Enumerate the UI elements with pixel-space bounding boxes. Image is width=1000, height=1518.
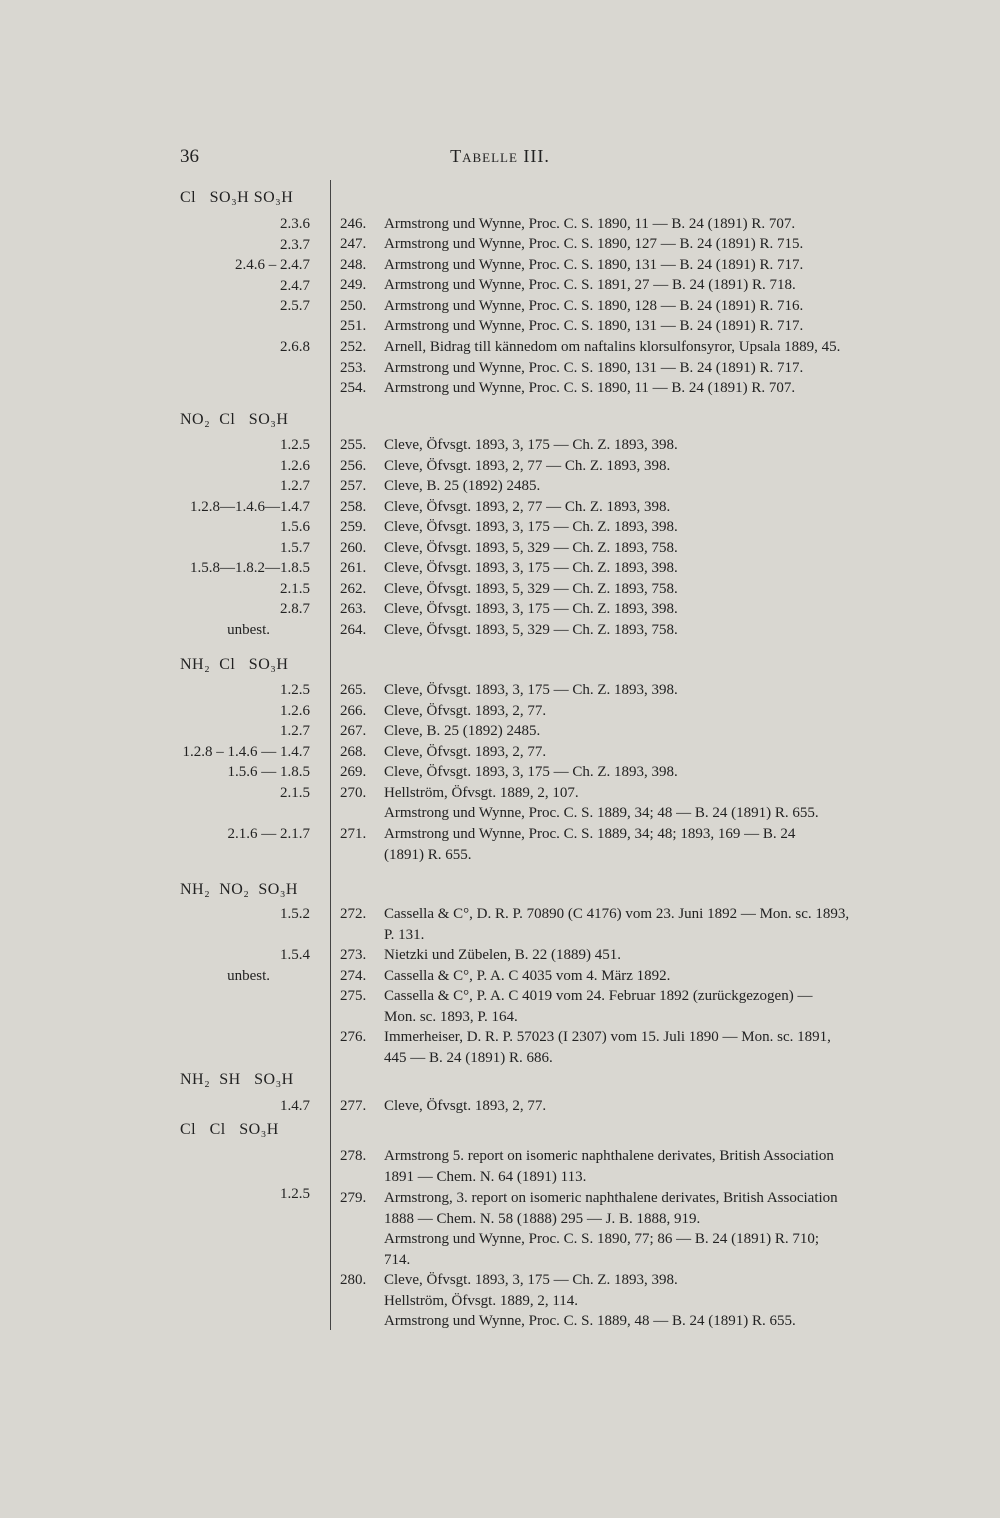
reference-entry bbox=[340, 579, 960, 600]
position-row: 1.2.8 – 1.4.6 — 1.4.7 bbox=[182, 743, 310, 760]
reference-entry bbox=[340, 904, 960, 925]
position-row: 2.4.6 – 2.4.7 bbox=[235, 257, 310, 273]
reference-entry bbox=[340, 1096, 960, 1117]
entry-text: Cleve, Öfvsgt. 1893, 2, 77. bbox=[384, 744, 547, 760]
position-row: 1.4.7 bbox=[280, 1098, 310, 1114]
reference-entry bbox=[340, 599, 960, 620]
position-row: 1.5.6 — 1.8.5 bbox=[227, 764, 310, 780]
reference-entry bbox=[340, 275, 960, 296]
entry-text: Cassella & C°, P. A. C 4019 vom 24. Februar 1892 (zurückgezogen) — bbox=[384, 988, 813, 1004]
entry-text: Cleve, Öfvsgt. 1893, 2, 77. bbox=[384, 1098, 547, 1114]
entry-number: 253. bbox=[340, 360, 367, 376]
entry-text: Armstrong und Wynne, Proc. C. S. 1889, 34; 48; 1893, 169 — B. 24 bbox=[384, 826, 796, 842]
reference-entry bbox=[340, 701, 960, 722]
reference-entry bbox=[340, 378, 960, 399]
entry-continuation: 714. bbox=[384, 1252, 411, 1268]
entry-number: 265. bbox=[340, 682, 367, 698]
entry-text: Cleve, Öfvsgt. 1893, 2, 77 — Ch. Z. 1893, 398. bbox=[384, 458, 671, 474]
entry-continuation: 1888 — Chem. N. 58 (1888) 295 — J. B. 1888, 919. bbox=[384, 1211, 701, 1227]
position-row: 2.5.7 bbox=[280, 298, 310, 314]
position-row: 2.6.8 bbox=[280, 339, 310, 355]
entry-number: 280. bbox=[340, 1272, 367, 1288]
entry-number: 260. bbox=[340, 540, 367, 556]
reference-entry bbox=[340, 358, 960, 379]
position-row: unbest. bbox=[227, 967, 270, 984]
entry-number: 251. bbox=[340, 318, 367, 334]
entry-number: 275. bbox=[340, 988, 367, 1004]
entry-text: Cleve, Öfvsgt. 1893, 3, 175 — Ch. Z. 1893, 398. bbox=[384, 437, 678, 453]
column-divider bbox=[330, 180, 331, 1330]
reference-entry bbox=[340, 296, 960, 317]
group-header: NH₂ NO₂ SO₃H bbox=[180, 881, 298, 898]
entry-number: 255. bbox=[340, 437, 367, 453]
entry-text: Hellström, Öfvsgt. 1889, 2, 107. bbox=[384, 785, 579, 801]
position-row: 1.5.4 bbox=[280, 947, 310, 963]
reference-entry bbox=[340, 824, 960, 845]
entry-text: Armstrong und Wynne, Proc. C. S. 1890, 11 — B. 24 (1891) R. 707. bbox=[384, 380, 796, 396]
reference-entry bbox=[340, 762, 960, 783]
entry-number: 276. bbox=[340, 1029, 367, 1045]
group-header: NO₂ Cl SO₃H bbox=[180, 411, 289, 428]
reference-entry bbox=[340, 538, 960, 559]
position-row: 2.1.6 — 2.1.7 bbox=[227, 825, 310, 842]
entry-text: Armstrong und Wynne, Proc. C. S. 1890, 131 — B. 24 (1891) R. 717. bbox=[384, 318, 804, 334]
entry-number: 263. bbox=[340, 601, 367, 617]
position-row: 2.3.6 bbox=[280, 216, 310, 232]
entry-continuation: (1891) R. 655. bbox=[384, 847, 472, 863]
entry-continuation: Hellström, Öfvsgt. 1889, 2, 114. bbox=[384, 1293, 579, 1309]
reference-entry bbox=[340, 456, 960, 477]
entry-text: Cleve, B. 25 (1892) 2485. bbox=[384, 723, 541, 739]
entry-number: 261. bbox=[340, 560, 367, 576]
entry-continuation: Armstrong und Wynne, Proc. C. S. 1890, 77; 86 — B. 24 (1891) R. 710; bbox=[384, 1231, 820, 1247]
reference-entry bbox=[340, 945, 960, 966]
reference-entry bbox=[340, 742, 960, 763]
entry-text: Cleve, Öfvsgt. 1893, 3, 175 — Ch. Z. 1893, 398. bbox=[384, 601, 678, 617]
entry-text: Cassella & C°, P. A. C 4035 vom 4. März 1892. bbox=[384, 968, 671, 984]
reference-entry bbox=[340, 1188, 960, 1209]
reference-entry bbox=[340, 255, 960, 276]
reference-entry bbox=[340, 214, 960, 235]
entry-text: Cleve, Öfvsgt. 1893, 3, 175 — Ch. Z. 1893, 398. bbox=[384, 1272, 678, 1288]
reference-entry bbox=[340, 517, 960, 538]
position-row: 1.2.5 bbox=[280, 1186, 310, 1202]
reference-entry bbox=[340, 1027, 960, 1048]
entry-text: Cleve, B. 25 (1892) 2485. bbox=[384, 478, 541, 494]
group-header: NH₂ SH SO₃H bbox=[180, 1071, 294, 1088]
reference-entry bbox=[340, 783, 960, 804]
position-row: 2.1.5 bbox=[280, 580, 310, 597]
entry-number: 279. bbox=[340, 1190, 367, 1206]
position-row: 1.2.6 bbox=[280, 702, 310, 719]
entry-number: 259. bbox=[340, 519, 367, 535]
entry-number: 262. bbox=[340, 581, 367, 597]
page-number: 36 bbox=[180, 146, 199, 167]
position-row: 1.2.8—1.4.6—1.4.7 bbox=[190, 498, 310, 515]
entry-number: 264. bbox=[340, 622, 367, 638]
entry-number: 273. bbox=[340, 947, 367, 963]
entry-number: 252. bbox=[340, 339, 367, 355]
entry-number: 248. bbox=[340, 257, 367, 273]
position-row: 1.2.5 bbox=[280, 437, 310, 453]
entry-continuation: Armstrong und Wynne, Proc. C. S. 1889, 34; 48 — B. 24 (1891) R. 655. bbox=[384, 805, 819, 821]
entry-text: Cleve, Öfvsgt. 1893, 2, 77 — Ch. Z. 1893, 398. bbox=[384, 499, 671, 515]
entry-text: Armstrong 5. report on isomeric naphthalene derivates, British Association bbox=[384, 1148, 834, 1164]
entry-text: Cleve, Öfvsgt. 1893, 3, 175 — Ch. Z. 1893, 398. bbox=[384, 560, 678, 576]
entry-number: 258. bbox=[340, 499, 367, 515]
entry-number: 278. bbox=[340, 1148, 367, 1164]
entry-number: 250. bbox=[340, 298, 367, 314]
entry-number: 272. bbox=[340, 906, 367, 922]
position-row: 1.2.7 bbox=[280, 478, 310, 494]
entry-number: 270. bbox=[340, 785, 367, 801]
reference-entry bbox=[340, 1270, 960, 1291]
entry-number: 256. bbox=[340, 458, 367, 474]
group-header: Cl SO₃H SO₃H bbox=[180, 189, 294, 206]
entry-text: Armstrong und Wynne, Proc. C. S. 1890, 128 — B. 24 (1891) R. 716. bbox=[384, 298, 804, 314]
reference-entry bbox=[340, 721, 960, 742]
position-row: 1.2.7 bbox=[280, 723, 310, 739]
entry-text: Cleve, Öfvsgt. 1893, 3, 175 — Ch. Z. 1893, 398. bbox=[384, 682, 678, 698]
reference-entry bbox=[340, 1146, 960, 1167]
reference-entry bbox=[340, 316, 960, 337]
entry-number: 271. bbox=[340, 826, 367, 842]
entry-number: 267. bbox=[340, 723, 367, 739]
entry-continuation: Mon. sc. 1893, P. 164. bbox=[384, 1009, 518, 1025]
page-title: Tabelle III. bbox=[450, 146, 550, 166]
entry-continuation: P. 131. bbox=[384, 927, 425, 943]
entry-number: 268. bbox=[340, 744, 367, 760]
position-row: 1.2.5 bbox=[280, 682, 310, 698]
group-header: NH₂ Cl SO₃H bbox=[180, 656, 289, 673]
entry-text: Armstrong und Wynne, Proc. C. S. 1891, 27 — B. 24 (1891) R. 718. bbox=[384, 277, 796, 293]
position-row: 1.5.8—1.8.2—1.8.5 bbox=[190, 560, 310, 576]
entry-text: Armstrong und Wynne, Proc. C. S. 1890, 131 — B. 24 (1891) R. 717. bbox=[384, 257, 804, 273]
reference-entry bbox=[340, 234, 960, 255]
reference-entry bbox=[340, 986, 960, 1007]
entry-number: 247. bbox=[340, 236, 367, 252]
reference-entry bbox=[340, 966, 960, 987]
entry-text: Cleve, Öfvsgt. 1893, 3, 175 — Ch. Z. 1893, 398. bbox=[384, 764, 678, 780]
reference-entry bbox=[340, 620, 960, 641]
position-row: 2.1.5 bbox=[280, 784, 310, 801]
reference-entry bbox=[340, 435, 960, 456]
entry-text: Armstrong, 3. report on isomeric naphthalene derivates, British Association bbox=[384, 1190, 838, 1206]
position-row: 1.2.6 bbox=[280, 457, 310, 474]
reference-entry bbox=[340, 337, 960, 358]
entry-text: Cleve, Öfvsgt. 1893, 5, 329 — Ch. Z. 1893, 758. bbox=[384, 622, 678, 638]
entry-text: Cleve, Öfvsgt. 1893, 5, 329 — Ch. Z. 1893, 758. bbox=[384, 581, 678, 597]
entry-continuation: Armstrong und Wynne, Proc. C. S. 1889, 48 — B. 24 (1891) R. 655. bbox=[384, 1313, 796, 1329]
entry-number: 269. bbox=[340, 764, 367, 780]
entry-text: Cleve, Öfvsgt. 1893, 5, 329 — Ch. Z. 1893, 758. bbox=[384, 540, 678, 556]
position-row: 2.4.7 bbox=[280, 277, 310, 294]
entry-text: Arnell, Bidrag till kännedom om naftalins klorsulfonsyror, Upsala 1889, 45. bbox=[384, 339, 841, 355]
reference-entry bbox=[340, 497, 960, 518]
entry-number: 274. bbox=[340, 968, 367, 984]
position-row: 1.5.6 bbox=[280, 519, 310, 535]
group-header: Cl Cl SO₃H bbox=[180, 1121, 279, 1138]
entry-number: 257. bbox=[340, 478, 367, 494]
entry-number: 246. bbox=[340, 216, 367, 232]
entry-text: Armstrong und Wynne, Proc. C. S. 1890, 127 — B. 24 (1891) R. 715. bbox=[384, 236, 804, 252]
entry-number: 277. bbox=[340, 1098, 367, 1114]
entry-number: 266. bbox=[340, 703, 367, 719]
entry-text: Cleve, Öfvsgt. 1893, 2, 77. bbox=[384, 703, 547, 719]
reference-entry bbox=[340, 558, 960, 579]
entry-text: Nietzki und Zübelen, B. 22 (1889) 451. bbox=[384, 947, 622, 963]
entry-text: Immerheiser, D. R. P. 57023 (I 2307) vom 15. Juli 1890 — Mon. sc. 1891, bbox=[384, 1029, 831, 1045]
position-row: 1.5.2 bbox=[280, 906, 310, 922]
position-row: unbest. bbox=[227, 621, 270, 638]
reference-entry bbox=[340, 680, 960, 701]
entry-continuation: 445 — B. 24 (1891) R. 686. bbox=[384, 1050, 553, 1066]
position-row: 2.3.7 bbox=[280, 236, 310, 253]
position-row: 2.8.7 bbox=[280, 601, 310, 617]
position-row: 1.5.7 bbox=[280, 539, 310, 556]
entry-text: Armstrong und Wynne, Proc. C. S. 1890, 11 — B. 24 (1891) R. 707. bbox=[384, 216, 796, 232]
entry-number: 254. bbox=[340, 380, 367, 396]
entry-continuation: 1891 — Chem. N. 64 (1891) 113. bbox=[384, 1169, 587, 1185]
entry-text: Cleve, Öfvsgt. 1893, 3, 175 — Ch. Z. 1893, 398. bbox=[384, 519, 678, 535]
reference-entry bbox=[340, 476, 960, 497]
entry-number: 249. bbox=[340, 277, 367, 293]
entry-text: Armstrong und Wynne, Proc. C. S. 1890, 131 — B. 24 (1891) R. 717. bbox=[384, 360, 804, 376]
entry-text: Cassella & C°, D. R. P. 70890 (C 4176) vom 23. Juni 1892 — Mon. sc. 1893, bbox=[384, 906, 850, 922]
